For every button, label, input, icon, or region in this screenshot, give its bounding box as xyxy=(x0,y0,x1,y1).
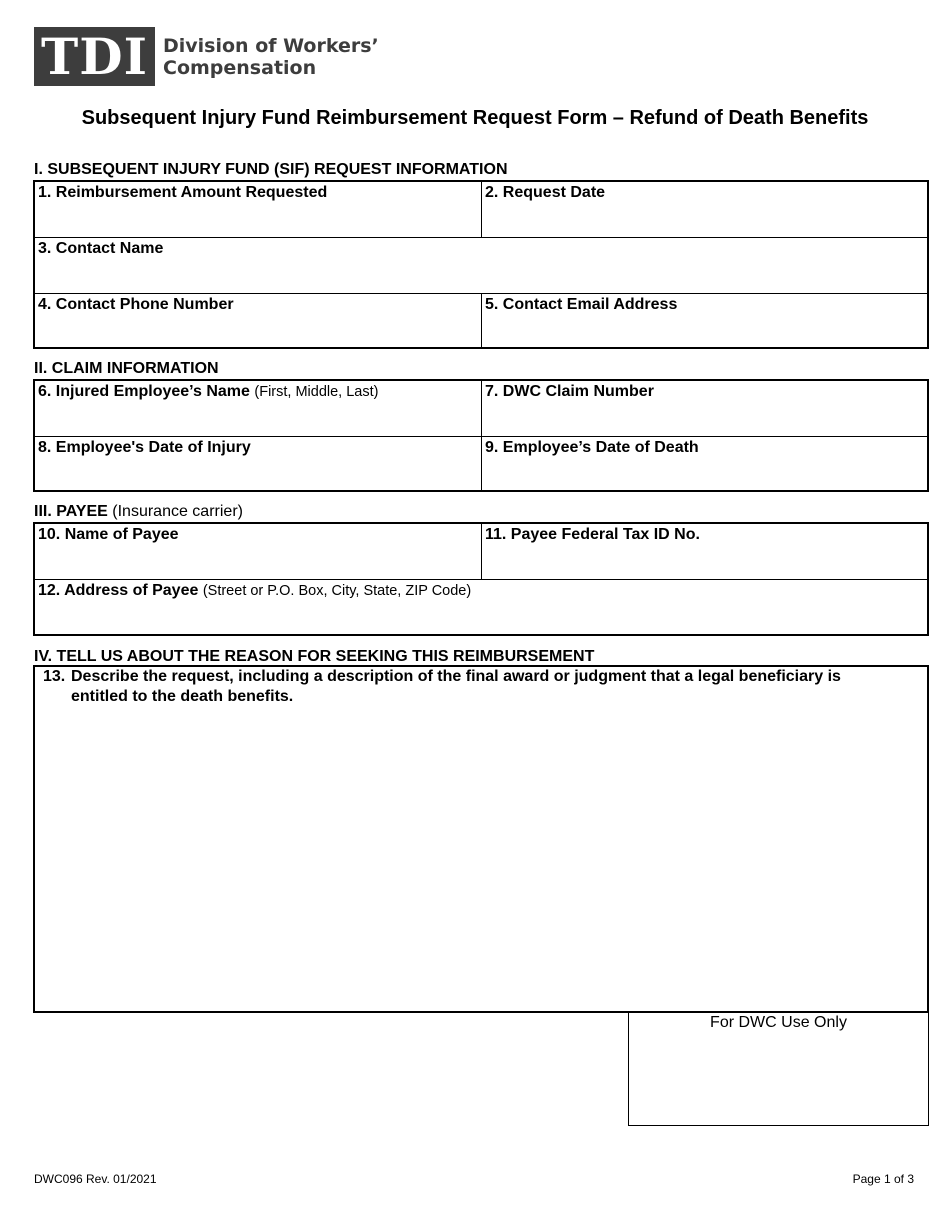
section-3-heading-text: III. PAYEE xyxy=(34,503,108,520)
payee-tax-id-field[interactable] xyxy=(482,524,927,579)
payee-address-label xyxy=(38,582,924,600)
section-3-heading-note: (Insurance carrier) xyxy=(112,503,243,520)
tdi-logo-mark: TDI xyxy=(34,27,155,86)
question-13-number: 13. xyxy=(43,668,66,685)
date-of-death-label: 9. Employee’s Date of Death xyxy=(485,439,699,456)
page-number: Page 1 of 3 xyxy=(852,1172,914,1186)
section-4-heading: IV. TELL US ABOUT THE REASON FOR SEEKING THIS REIMBURSEMENT xyxy=(34,648,595,665)
question-13-line-2: entitled to the death benefits. xyxy=(71,688,294,705)
date-of-injury-field[interactable] xyxy=(35,437,482,490)
section-1-heading: I. SUBSEQUENT INJURY FUND (SIF) REQUEST INFORMATION xyxy=(34,161,508,178)
contact-email-label: 5. Contact Email Address xyxy=(485,296,678,313)
form-title: Subsequent Injury Fund Reimbursement Request Form – Refund of Death Benefits xyxy=(81,107,869,129)
request-date-field[interactable] xyxy=(482,182,927,237)
logo-line-1: Division of Workers’ xyxy=(163,34,379,57)
injured-employee-name-field[interactable] xyxy=(35,381,482,436)
payee-address-note: (Street or P.O. Box, City, State, ZIP Code) xyxy=(202,583,472,599)
section-3-row-1 xyxy=(35,524,927,580)
contact-email-field[interactable] xyxy=(482,294,927,347)
injured-employee-name-label xyxy=(38,383,478,401)
date-of-death-field[interactable] xyxy=(482,437,927,490)
section-2-row-2 xyxy=(35,437,927,490)
logo-text xyxy=(163,35,379,79)
date-of-injury-label: 8. Employee's Date of Injury xyxy=(38,439,251,456)
section-3-row-2 xyxy=(35,580,927,634)
dwc-claim-number-field[interactable] xyxy=(482,381,927,436)
payee-name-label: 10. Name of Payee xyxy=(38,526,179,543)
section-1-row-1 xyxy=(35,182,927,238)
payee-address-label-text: 12. Address of Payee xyxy=(38,582,199,599)
contact-phone-field[interactable] xyxy=(35,294,482,347)
contact-name-label: 3. Contact Name xyxy=(38,240,164,257)
request-date-label: 2. Request Date xyxy=(485,184,606,201)
tdi-logo xyxy=(34,27,379,86)
payee-name-field[interactable] xyxy=(35,524,482,579)
section-3-heading xyxy=(34,503,243,521)
reimbursement-reason-label xyxy=(35,667,927,707)
section-1-box xyxy=(33,180,929,349)
dwc-claim-number-label: 7. DWC Claim Number xyxy=(485,383,654,400)
injured-employee-name-note: (First, Middle, Last) xyxy=(254,384,379,400)
section-3-box xyxy=(33,522,929,636)
question-13-line-1: Describe the request, including a description of the final award or judgment that a legal beneficiary is xyxy=(71,668,841,685)
reimbursement-amount-field[interactable] xyxy=(35,182,482,237)
reimbursement-reason-field[interactable] xyxy=(33,665,929,1013)
logo-line-2: Compensation xyxy=(163,56,317,79)
payee-address-field[interactable] xyxy=(35,580,927,634)
dwc-use-only-label: For DWC Use Only xyxy=(710,1014,847,1031)
contact-name-field[interactable] xyxy=(35,238,927,293)
section-1-row-3 xyxy=(35,294,927,347)
section-1-row-2 xyxy=(35,238,927,294)
dwc-use-only-box xyxy=(628,1011,929,1126)
payee-tax-id-label: 11. Payee Federal Tax ID No. xyxy=(485,526,700,543)
contact-phone-label: 4. Contact Phone Number xyxy=(38,296,234,313)
section-2-box xyxy=(33,379,929,492)
reimbursement-amount-label: 1. Reimbursement Amount Requested xyxy=(38,184,328,201)
section-2-heading: II. CLAIM INFORMATION xyxy=(34,360,219,377)
form-id: DWC096 Rev. 01/2021 xyxy=(34,1172,157,1186)
injured-employee-name-label-text: 6. Injured Employee’s Name xyxy=(38,383,250,400)
section-2-row-1 xyxy=(35,381,927,437)
